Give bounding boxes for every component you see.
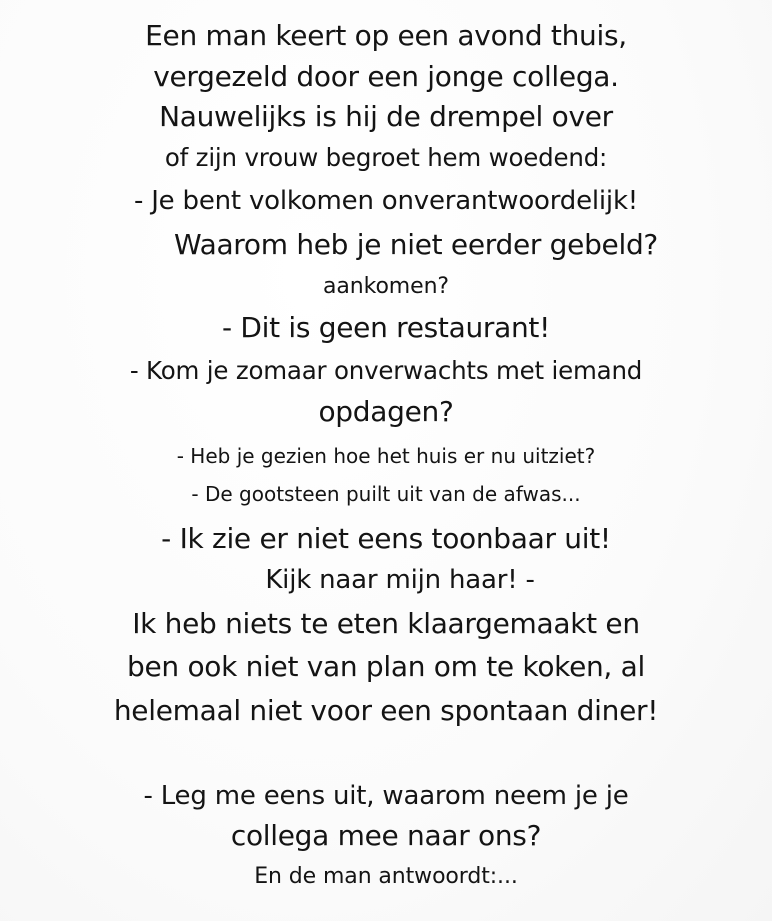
text-line-12: - De gootsteen puilt uit van de afwas... xyxy=(191,482,581,506)
text-line-1: Een man keert op een avond thuis, xyxy=(145,19,627,52)
text-line-13: - Ik zie er niet eens toonbaar uit! xyxy=(161,522,611,555)
text-line-6: Waarom heb je niet eerder gebeld? xyxy=(174,228,658,261)
text-line-14: Kijk naar mijn haar! - xyxy=(265,565,535,595)
text-line-19: collega mee naar ons? xyxy=(230,819,542,852)
text-line-20: En de man antwoordt:... xyxy=(254,864,518,889)
text-line-8: - Dit is geen restaurant! xyxy=(221,311,551,344)
text-line-11: - Heb je gezien hoe het huis er nu uitziet? xyxy=(176,444,596,468)
text-line-9: - Kom je zomaar onverwachts met iemand xyxy=(129,356,643,385)
text-line-15: Ik heb niets te eten klaargemaakt en xyxy=(132,607,640,640)
text-line-3: Nauwelijks is hij de drempel over xyxy=(159,100,613,133)
text-line-17: helemaal niet voor een spontaan diner! xyxy=(113,694,659,727)
text-line-18: - Leg me eens uit, waarom neem je je xyxy=(143,781,629,811)
text-line-7: aankomen? xyxy=(322,274,449,299)
text-line-4: of zijn vrouw begroet hem woedend: xyxy=(164,143,608,172)
text-line-2: vergezeld door een jonge collega. xyxy=(153,60,619,93)
text-line-10: opdagen? xyxy=(318,395,454,428)
text-line-16: ben ook niet van plan om te koken, al xyxy=(127,650,645,683)
text-line-5: - Je bent volkomen onverantwoordelijk! xyxy=(133,186,639,216)
